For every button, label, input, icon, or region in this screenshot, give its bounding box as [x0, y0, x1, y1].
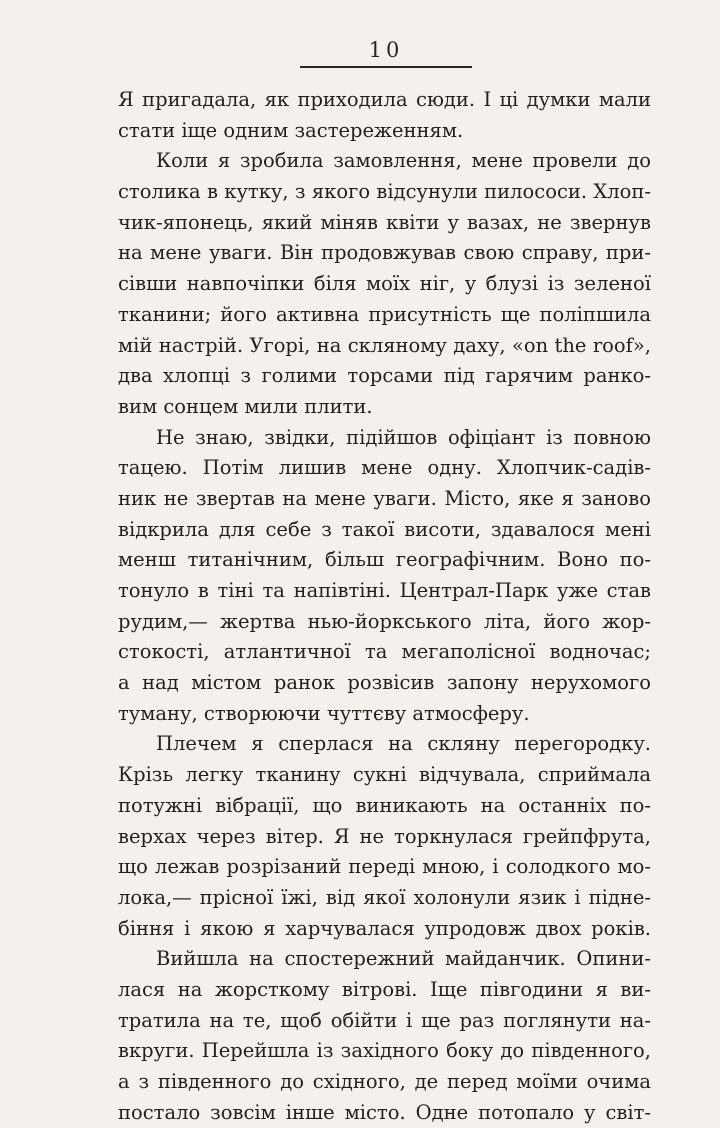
text-line: лока,— прісної їжі, від якої холонули язик і підне-: [118, 885, 651, 909]
text-line: ник не звертав на мене уваги. Місто, яке я заново: [118, 486, 651, 510]
text-line: відкрила для себе з такої висоти, здавалося мені: [118, 517, 651, 541]
text-line: тканини; його активна присутність ще поліпшила: [118, 302, 651, 326]
text-line: вкруги. Перейшла із західного боку до південного,: [118, 1039, 651, 1063]
text-line: на мене уваги. Він продовжував свою справу, при-: [118, 241, 651, 265]
text-line: менш титанічним, більш географічним. Воно по-: [118, 548, 651, 572]
text-line: тратила на те, щоб обійти і ще раз поглянути на-: [118, 1008, 651, 1032]
text-line: стати іще одним застереженням.: [118, 118, 464, 142]
text-line: Я пригадала, як приходила сюди. І ці думки мали: [118, 88, 651, 111]
text-line: два хлопці з голими торсами під гарячим ранко-: [118, 364, 651, 388]
text-line: рудим,— жертва нью-йоркського літа, його жор-: [118, 609, 651, 633]
text-line: Крізь легку тканину сукні відчувала, сприймала: [118, 763, 651, 787]
text-line: тацею. Потім лишив мене одну. Хлопчик-садів-: [118, 456, 651, 480]
text-line: потужні вібрації, що виникають на останніх по-: [118, 793, 651, 817]
text-line: тонуло в тіні та напівтіні. Централ-Парк уже став: [118, 579, 651, 602]
page-number: 10: [368, 38, 404, 62]
text-line: мій настрій. Угорі, на скляному даху, «on the roof»,: [118, 333, 651, 357]
text-line: Плечем я сперлася на скляну перегородку.: [156, 732, 651, 756]
text-line: а над містом ранок розвісив запону нерухомого: [118, 671, 651, 695]
body-text: [118, 85, 651, 1128]
text-line: верхах через вітер. Я не торкнулася грейпфрута,: [118, 824, 651, 848]
text-line: Вийшла на спостережний майданчик. Опини-: [156, 947, 651, 971]
header-rule: [300, 66, 472, 68]
text-line: а з південного до східного, де перед моїми очима: [118, 1070, 651, 1093]
text-line: чик-японець, який міняв квіти у вазах, не звернув: [118, 210, 651, 234]
text-line: вим сонцем мили плити.: [118, 394, 373, 418]
text-line: туману, створюючи чуттєву атмосферу.: [118, 701, 530, 725]
text-line: столика в кутку, з якого відсунули пилососи. Хлоп-: [118, 180, 651, 204]
text-line: Не знаю, звідки, підійшов офіціант із повною: [156, 425, 651, 449]
text-line: лася на жорсткому вітрові. Іще півгодини я ви-: [118, 977, 651, 1001]
text-line: що лежав розрізаний переді мною, і солодкого мо-: [118, 855, 651, 879]
text-line: Коли я зробила замовлення, мене провели до: [156, 149, 651, 173]
text-line: біння і якою я харчувалася упродовж двох років.: [118, 916, 651, 940]
text-line: постало зовсім інше місто. Одне потопало у світ-: [118, 1100, 651, 1124]
text-line: сівши навпочіпки біля моїх ніг, у блузі із зеленої: [118, 272, 651, 296]
text-line: стокості, атлантичної та мегаполісної водночас;: [118, 640, 651, 664]
